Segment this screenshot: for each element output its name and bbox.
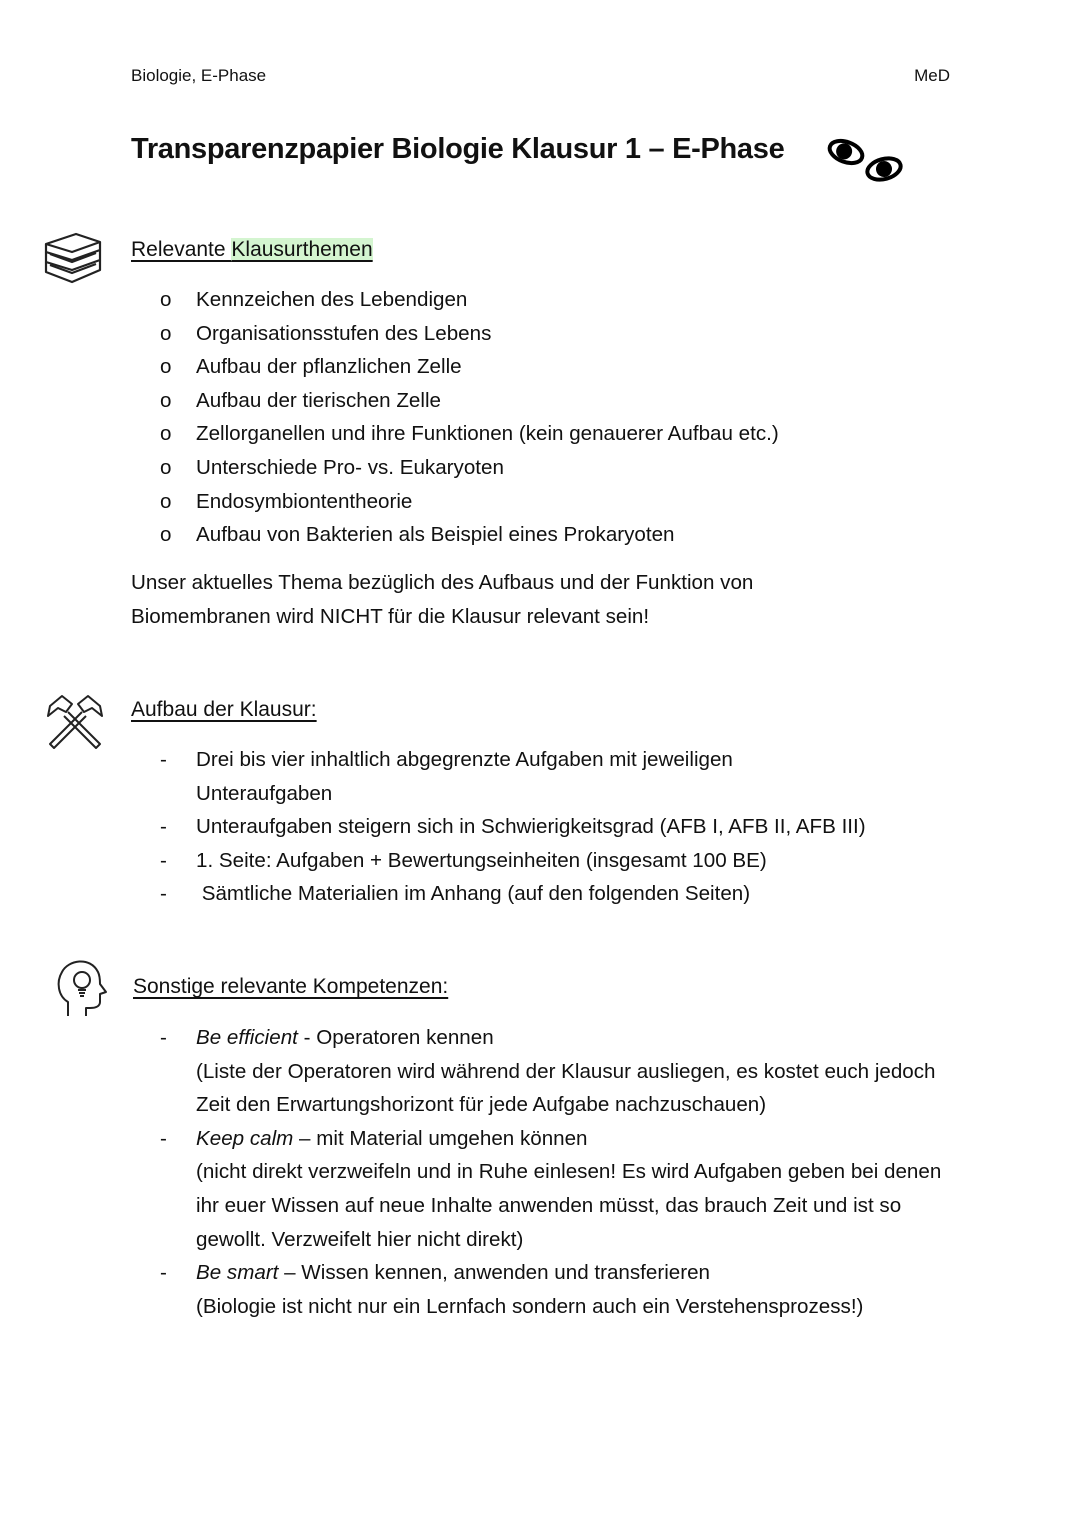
bullet: o (160, 489, 172, 513)
item-text: Aufbau der pflanzlichen Zelle (196, 355, 462, 379)
page-title: Transparenzpapier Biologie Klausur 1 – E-Phase (131, 133, 785, 165)
item-text: Sämtliche Materialien im Anhang (auf den folgenden Seiten) (196, 882, 751, 906)
item-text: Kennzeichen des Lebendigen (196, 288, 468, 311)
bullet: - (160, 1261, 167, 1285)
heading-text: Relevante (131, 238, 232, 261)
books-icon (42, 230, 104, 286)
list-item (160, 1021, 960, 1122)
bullet: o (160, 355, 172, 379)
head-lightbulb-icon (56, 958, 108, 1018)
list-item (160, 743, 940, 810)
bullet: o (160, 455, 172, 479)
item-text: – Wissen kennen, anwenden und transferieren (278, 1261, 711, 1285)
bullet: o (160, 288, 172, 311)
bullet: o (160, 422, 172, 446)
eyes-icon (826, 136, 908, 188)
item-text: 1. Seite: Aufgaben + Bewertungseinheiten (insgesamt 100 BE) (196, 848, 767, 872)
list-item (160, 384, 779, 418)
item-text: Aufbau der tierischen Zelle (196, 388, 441, 412)
bullet: - (160, 1026, 167, 1049)
skills-list (160, 1021, 960, 1323)
item-text: - Operatoren kennen (297, 1026, 494, 1049)
item-text: Endosymbiontentheorie (196, 489, 413, 513)
list-item (160, 417, 779, 451)
list-item (160, 1122, 960, 1256)
item-text: Unterschiede Pro- vs. Eukaryoten (196, 455, 504, 479)
item-text: Aufbau von Bakterien als Beispiel eines Prokaryoten (196, 523, 675, 547)
bullet: - (160, 815, 167, 839)
list-item (160, 810, 940, 844)
bullet: o (160, 321, 172, 345)
item-motto: Be smart (196, 1261, 279, 1285)
section-heading-structure: Aufbau der Klausur: (131, 698, 317, 721)
bullet: - (160, 882, 167, 906)
structure-list (160, 743, 940, 911)
note-paragraph: Unser aktuelles Thema bezüglich des Aufbaus und der Funktion von Biomembranen wird NICHT für die Klausur relevant sein! (131, 571, 754, 628)
item-detail: (nicht direkt verzweifeln und in Ruhe einlesen! Es wird Aufgaben geben bei denen ihr euer Wissen auf neue Inhalte anwenden müsst, das brauch Zeit und ist so gewollt. Verzweifelt hier nicht direkt) (196, 1160, 942, 1251)
item-text: Organisationsstufen des Lebens (196, 321, 492, 345)
item-detail: (Biologie ist nicht nur ein Lernfach sondern auch ein Verstehensprozess!) (196, 1294, 864, 1318)
bullet: o (160, 388, 172, 412)
list-item (160, 1256, 960, 1323)
section-heading-topics (131, 238, 373, 262)
item-detail: (Liste der Operatoren wird während der Klausur ausliegen, es kostet euch jedoch Zeit den Erwartungshorizont für jede Aufgabe nachzuschauen) (196, 1059, 936, 1117)
bullet: o (160, 523, 172, 547)
list-item (160, 317, 779, 351)
header-subject: Biologie, E-Phase (131, 66, 267, 85)
list-item (160, 451, 779, 485)
item-motto: Keep calm (196, 1126, 294, 1150)
bullet: - (160, 1126, 167, 1150)
header-author: MeD (914, 66, 950, 85)
list-item (160, 283, 779, 317)
topics-list (160, 283, 779, 552)
bullet: - (160, 848, 167, 872)
list-item (160, 844, 940, 878)
hammers-icon (44, 694, 106, 750)
list-item (160, 877, 940, 911)
item-text: – mit Material umgehen können (293, 1126, 588, 1150)
item-text: Drei bis vier inhaltlich abgegrenzte Aufgaben mit jeweiligen Unteraufgaben (196, 748, 733, 805)
item-text: Unteraufgaben steigern sich in Schwierigkeitsgrad (AFB I, AFB II, AFB III) (196, 815, 866, 839)
highlighted-text: Klausurthemen (231, 238, 373, 261)
list-item (160, 485, 779, 519)
item-text: Zellorganellen und ihre Funktionen (kein genauerer Aufbau etc.) (196, 422, 779, 446)
section-heading-skills: Sonstige relevante Kompetenzen: (133, 975, 449, 998)
item-motto: Be efficient (196, 1026, 298, 1049)
list-item (160, 518, 779, 552)
bullet: - (160, 748, 167, 771)
list-item (160, 350, 779, 384)
